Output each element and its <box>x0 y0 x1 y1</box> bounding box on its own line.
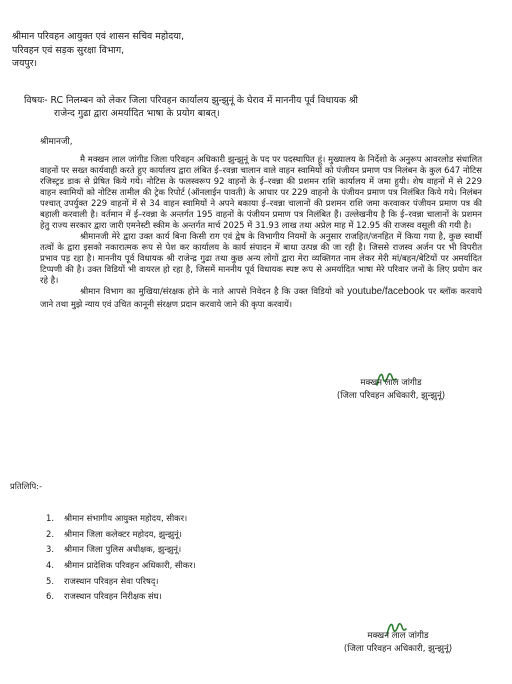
body-paragraph-3-part-b: पर ब्लॉक करवाये जाने तथा मुझे न्याय एवं उचित कानूनी संरक्षण प्रदान करवाये जाने की कृपा करवायें। <box>40 286 483 310</box>
body-paragraph-2: श्रीमानजी मेरे द्वारा उक्त कार्य बिना किसी राग एवं द्वेष के विभागीय नियमों के अनुसार राजहित/जनहित में किया गया है, कुछ स्वार्थी तत्वों के द्वारा इसको नकारात्मक रूप से पेश कर कार्यालय के कार्य संपादन में बाधा उत्पन्न की जा रही है। जिससे राजस्व अर्जन पर भी विपरीत प्रभाव पड़ रहा है। माननीय पूर्व विधायक श्री राजेन्द्र गुढा तथा कुछ अन्य लोगों द्वारा मेरा व्यक्तिगत नाम लेकर मेरी मां/बहन/बेटियों पर अमर्यादित टिप्पणी की है। उक्त विडियों भी वायरल हो रहा है, जिसमें माननीय पूर्व विधायक स्पष्ट रूप से अमर्यादित भाषा मेरे परिवार जनों के लिए प्रयोग कर रहे है। <box>40 231 482 286</box>
list-item: 3. श्रीमान जिला पुलिस अधीक्षक, झुन्झुनूं। <box>46 544 182 555</box>
signatory-designation: (जिला परिवहन अधिकारी, झुन्झुनूं) <box>336 391 446 402</box>
copy-to-label: प्रतिलिपि:- <box>10 481 43 491</box>
addressee-line-3: जयपुर। <box>12 58 38 70</box>
signature-block-2 <box>303 630 493 657</box>
social-platforms-text: youtube/facebook <box>347 286 425 298</box>
signature-block-1 <box>296 377 486 404</box>
signatory-designation: (जिला परिवहन अधिकारी, झुन्झुनूं) <box>343 644 453 655</box>
signatory-name: मक्खन लाल जांगीड <box>360 378 422 388</box>
addressee-line-2: परिवहन एवं सड़क सुरक्षा विभाग, <box>12 44 125 56</box>
list-item: 6. राजस्थान परिवहन निरीक्षक संघ। <box>46 591 162 602</box>
salutation: श्रीमानजी, <box>40 137 73 147</box>
list-item: 4. श्रीमान प्रादेशिक परिवहन अधिकारी, सीकर। <box>46 559 196 570</box>
subject-block <box>24 94 492 121</box>
list-item: 2. श्रीमान जिला कलेक्टर महोदय, झुन्झुनूं। <box>46 528 182 539</box>
subject-line-1: विषयः- RC निलम्बन को लेकर जिला परिवहन कार्यालय झुन्झुनूं के घेराव में माननीय पूर्व विधायक श्री <box>24 95 358 106</box>
addressee-block <box>12 30 488 71</box>
body-paragraph-3 <box>40 286 482 310</box>
addressee-line-1: श्रीमान परिवहन आयुक्त एवं शासन सचिव महोदया, <box>12 31 185 42</box>
copy-to-list <box>46 511 196 605</box>
subject-line-2: राजेन्द गुढा द्वारा अमर्यादित भाषा के प्रयोग बाबत्। <box>54 108 220 120</box>
list-item: 5. राजस्थान परिवहन सेवा परिषद्। <box>46 575 159 586</box>
signatory-name: मक्खन लाल जांगीड <box>367 631 429 641</box>
list-item: 1. श्रीमान संभागीय आयुक्त महोदय, सीकर। <box>46 513 188 523</box>
letter-body <box>40 154 482 310</box>
body-paragraph-1: मै मक्खन लाल जांगीड जिला परिवहन अधिकारी झुन्झुनूं के पद पर पदस्थापित हूं। मुख्यालय के निर्देशो के अनुरूप आवरलोड संधालित वाहनों पर सख्त कार्यवाही करते हुए कार्यालय द्वारा लंबित ई–रवन्ना चालान वाले वाहन स्वामियों को पंजीयन प्रमाण पत्र निलंबन के कुल 647 नोटिस रजिस्ट्रड डाक से प्रेषित किये गये। नोटिस के फलस्वरूप 92 वाहनों के ई–रवन्ना की प्रशमन राशि कार्यालय में जमा हुयी। शेष वाहनों में से 229 वाहन स्वामियों को नोटिस तामील की ट्रेक रिपोर्ट (ऑनलाईन पावती) के आधार पर 229 वाहनो के पंजीयन प्रमाण पत्र निलंबित किये गये। निलंबन पश्चात् उपर्युक्त 229 वाहनों में से 34 वाहन स्वामियों ने अपने बकाया ई–रवन्ना चालानों की प्रशमन राशि जमा करवाकर पंजीयन प्रमाण पत्र की बहाली करवाली है। वर्तमान में ई–रवन्ना के अन्तर्गत 195 वाहनों के पंजीयन प्रमाण पत्र निलंबित हैं। उल्लेखनीय है कि ई–रवन्ना चालानों के प्रशमन हेतु राज्य सरकार द्वारा जारी एमनेस्टी स्कीम के अन्तर्गत मार्च 2025 में 31.93 लाख तथा अप्रेल माह में 12.95 की राजस्व वसूली की गयी है। <box>40 154 482 231</box>
body-paragraph-3-part-a: श्रीमान विभाग का मुखिया/संरक्षक होने के नाते आपसे निवेदन है कि उक्त विडियो को <box>80 286 344 297</box>
